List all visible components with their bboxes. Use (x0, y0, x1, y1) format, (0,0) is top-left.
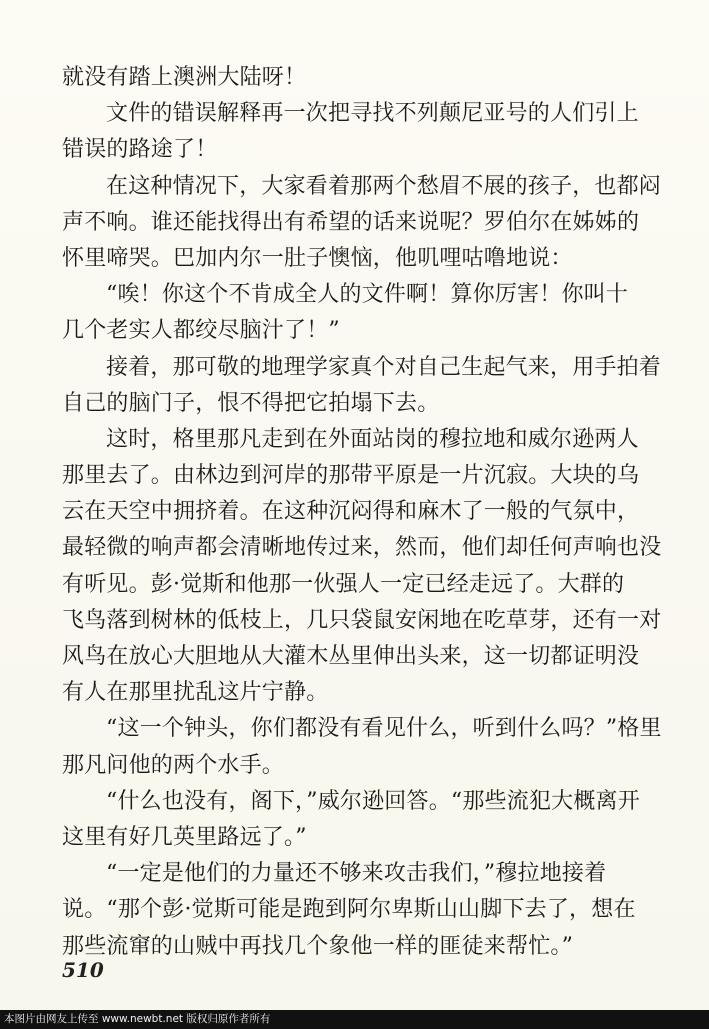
text-line-3: 错误的路途了！ (62, 137, 218, 163)
text-line-19: “这一个钟头，你们都没有看见什么，听到什么吗？”格里 (106, 716, 662, 742)
page-text (62, 60, 662, 965)
text-line-22: 这里有好几英里路远了。” (62, 824, 307, 850)
copyright-footer: 本图片由网友上传至 www.newbt.net 版权归原作者所有 (0, 1010, 709, 1029)
page-number: 510 (62, 958, 104, 982)
text-line-21: “什么也没有，阁下，”威尔逊回答。“那些流犯大概离开 (106, 788, 640, 814)
text-line-8: 几个老实人都绞尽脑汁了！” (62, 318, 340, 344)
text-line-12: 那里去了。由林边到河岸的那带平原是一片沉寂。大块的乌 (62, 463, 640, 489)
text-line-23: “一定是他们的力量还不够来攻击我们，”穆拉地接着 (106, 861, 607, 887)
text-line-1: 就没有踏上澳洲大陆呀！ (62, 65, 307, 90)
text-line-7: “唉！你这个不肯成全人的文件啊！算你厉害！你叫十 (106, 282, 629, 308)
text-line-2: 文件的错误解释再一次把寻找不列颠尼亚号的人们引上 (106, 101, 639, 127)
text-line-13: 云在天空中拥挤着。在这种沉闷得和麻木了一般的气氛中， (62, 499, 640, 525)
text-line-16: 飞鸟落到树林的低枝上，几只袋鼠安闲地在吃草芽，还有一对 (62, 607, 662, 633)
text-line-10: 自己的脑门子，恨不得把它拍塌下去。 (62, 390, 440, 416)
text-line-9: 接着，那可敬的地理学家真个对自己生起气来，用手拍着 (106, 354, 662, 380)
text-line-15: 有听见。彭·觉斯和他那一伙强人一定已经走远了。大群的 (62, 571, 625, 597)
text-line-14: 最轻微的响声都会清晰地传过来，然而，他们却任何声响也没 (62, 535, 662, 561)
text-line-17: 风鸟在放心大胆地从大灌木丛里伸出头来，这一切都证明没 (62, 644, 640, 669)
text-line-4: 在这种情况下，大家看着那两个愁眉不展的孩子，也都闷 (106, 173, 662, 199)
text-line-24: 说。“那个彭·觉斯可能是跑到阿尔卑斯山山脚下去了，想在 (62, 897, 636, 923)
text-line-18: 有人在那里扰乱这片宁静。 (62, 680, 329, 706)
text-line-25: 那些流窜的山贼中再找几个象他一样的匪徒来帮忙。” (62, 933, 574, 959)
text-line-11: 这时，格里那凡走到在外面站岗的穆拉地和威尔逊两人 (106, 426, 639, 452)
text-line-6: 怀里啼哭。巴加内尔一肚子懊恼，他叽哩咕噜地说： (62, 245, 573, 271)
text-line-5: 声不响。谁还能找得出有希望的话来说呢？罗伯尔在姊姊的 (62, 209, 640, 235)
text-line-20: 那凡问他的两个水手。 (62, 752, 285, 778)
